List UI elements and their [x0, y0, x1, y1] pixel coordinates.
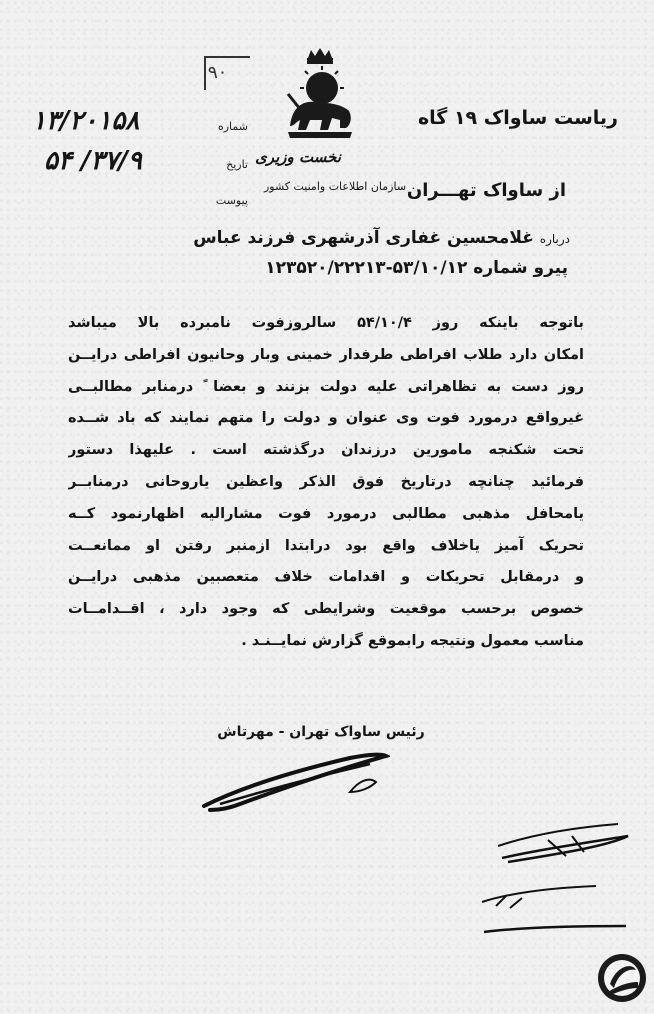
body-line: فرمائید چنانچه درتاریخ فوق الذکر واعظین یاروحانی درمنابــر — [68, 473, 584, 490]
closing-signature-line: رئیس ساواک تهران - مهرتاش — [217, 724, 425, 740]
office-title: نخست وزیری — [255, 148, 341, 166]
body-line: تحت شکنجه مامورین درزندان درگذشته است . علیهذا دستور — [68, 442, 584, 459]
subject-line — [193, 228, 570, 248]
reference-line — [265, 258, 568, 278]
subject-label: درباره — [539, 232, 570, 246]
subject-text: غلامحسین غفاری آذرشهری فرزند عباس — [193, 228, 534, 248]
attachment-row — [28, 190, 248, 212]
date-label: تاریخ — [226, 158, 248, 171]
body-line: غیرواقع درمورد فوت وی عنوان و دولت را متهم نمایند که باد شــده — [68, 410, 584, 427]
date-value: ۳۷/۹/ ۵۴ — [44, 146, 142, 176]
lion-and-sun-emblem-icon — [280, 48, 360, 140]
from-line: از ساواک تهـــران — [406, 180, 566, 201]
reference-value: ۵۳/۱۰/۱۲-۱۲۳۵۲۰/۲۲۲۱۳ — [265, 258, 468, 278]
organization-title: ریاست ساواک ۱۹ گاه — [417, 107, 618, 129]
letter-body — [68, 308, 584, 658]
reference-meta-block — [28, 106, 248, 216]
body-line: خصوص برحسب موقعیت وشرایطی که وجود دارد ، اقــدامــات — [68, 601, 584, 618]
body-line: و درمقابل تحریکات و اقدامات خلاف متعصبین مذهبی درایــن — [68, 569, 584, 586]
corner-number: ۹۰ — [207, 61, 229, 84]
number-label: شماره — [217, 120, 248, 133]
historydocuments-watermark — [370, 952, 648, 1006]
handwritten-action-note — [488, 806, 638, 866]
body-line: مناسب معمول ونتیجه رابموقع گزارش نمایــنـد . — [241, 632, 584, 649]
number-value: ۱۳/۲۰۱۵۸ — [32, 106, 140, 136]
date-row — [28, 146, 248, 180]
office-subtitle: سازمان اطلاعات وامنیت کشور — [263, 180, 407, 193]
main-signature — [200, 748, 390, 818]
historydocuments-logo-icon — [596, 952, 648, 1004]
handwritten-archive-note — [476, 882, 636, 942]
attachment-label: پیوست — [215, 194, 248, 207]
body-line: امکان دارد طلاب افراطی طرفدار خمینی وبار وحانیون افراطی درایــن — [68, 346, 584, 363]
body-line: روز دست به تظاهراتی علیه دولت بزنند و بعضا ً درمنابر مطالبــی — [68, 378, 584, 395]
reference-label: پیرو شماره — [473, 258, 568, 278]
body-line: یامحافل مذهبی مطالبی درمورد فوت مشارالیه اظهارنمود کــه — [68, 505, 584, 522]
body-line: باتوجه باینکه روز ۵۴/۱۰/۴ سالروزفوت نامبرده بالا میباشد — [68, 315, 584, 331]
body-line: تحریک آمیز یاخلاف واقع بود درابتدا ازمنبر رفتن او ممانعــت — [68, 537, 584, 554]
number-row — [28, 106, 248, 140]
